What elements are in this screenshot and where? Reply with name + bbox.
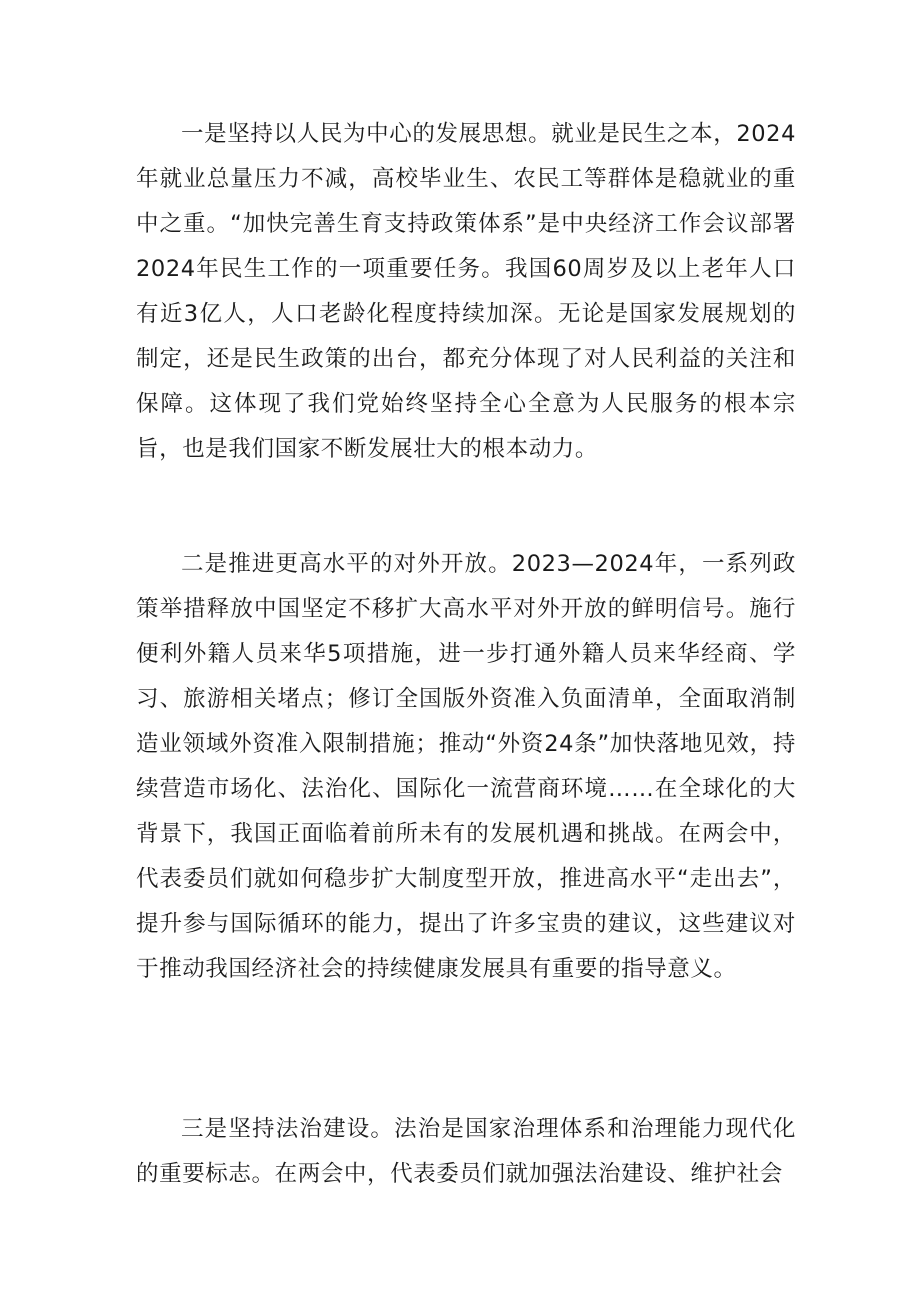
paragraph-opening-up: 二是推进更高水平的对外开放。2023—2024年，一系列政策举措释放中国坚定不移扩大高水平对外开放的鲜明信号。施行便利外籍人员来华5项措施，进一步打通外籍人员来华经商、学习、旅游相关堵点；修订全国版外资准入负面清单，全面取消制造业领域外资准入限制措施；推动“外资24条”加快落地见效，持续营造市场化、法治化、国际化一流营商环境……在全球化的大背景下，我国正面临着前所未有的发展机遇和挑战。在两会中，代表委员们就如何稳步扩大制度型开放，推进高水平“走出去”，提升参与国际循环的能力，提出了许多宝贵的建议，这些建议对于推动我国经济社会的持续健康发展具有重要的指导意义。 xyxy=(136,551,796,982)
paragraph-people-centered: 一是坚持以人民为中心的发展思想。就业是民生之本，2024年就业总量压力不减，高校毕业生、农民工等群体是稳就业的重中之重。“加快完善生育支持政策体系”是中央经济工作会议部署2024年民生工作的一项重要任务。我国60周岁及以上老年人口有近3亿人，人口老龄化程度持续加深。无论是国家发展规划的制定，还是民生政策的出台，都充分体现了对人民利益的关注和保障。这体现了我们党始终坚持全心全意为人民服务的根本宗旨，也是我们国家不断发展壮大的根本动力。 xyxy=(136,121,796,462)
paragraph-rule-of-law: 三是坚持法治建设。法治是国家治理体系和治理能力现代化的重要标志。在两会中，代表委员们就加强法治建设、维护社会 xyxy=(136,1116,796,1187)
